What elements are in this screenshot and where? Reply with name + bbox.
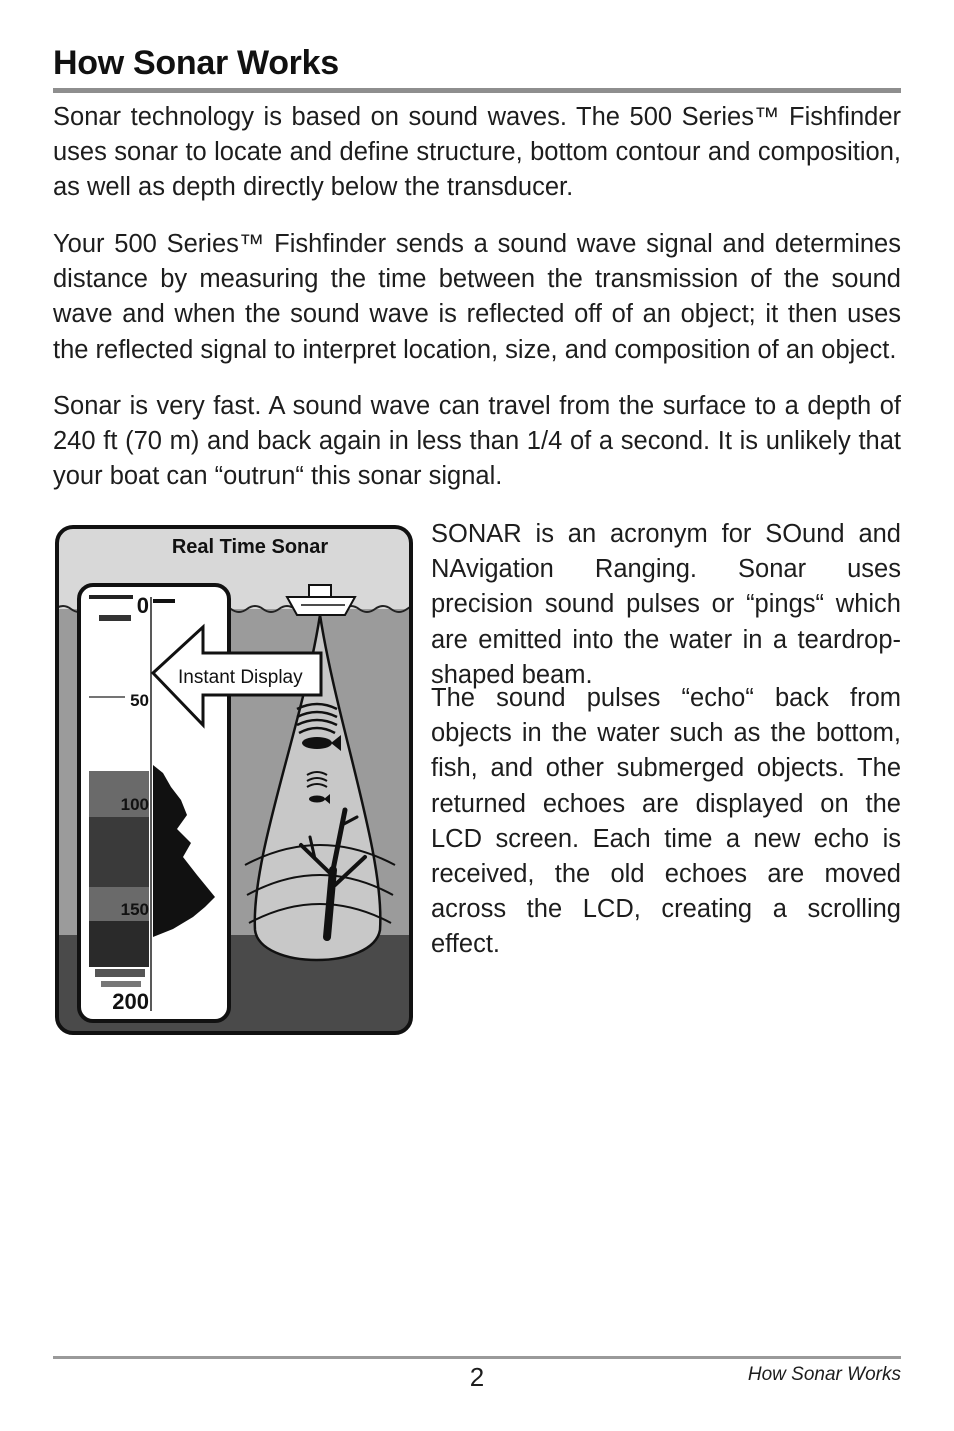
depth-label-200: 200 <box>112 989 149 1014</box>
depth-label-100: 100 <box>120 795 149 814</box>
depth-label-150: 150 <box>120 900 149 919</box>
speed-paragraph: Sonar is very fast. A sound wave can travel from the surface to a depth of 240 ft (70 m) and back again in less than 1/4 of a second. It is unlikely that your boat can “outrun“ this sonar signal. <box>53 392 901 491</box>
depth-label-50: 50 <box>130 691 149 710</box>
intro-paragraph: Sonar technology is based on sound waves. The 500 Series™ Fishfinder uses sonar to locate and define structure, bottom contour and composition, as well as depth directly below the transducer. <box>53 103 901 202</box>
footer-rule <box>53 1356 901 1359</box>
page-title: How Sonar Works <box>53 44 339 82</box>
page-number: 2 <box>469 1362 485 1392</box>
acronym-paragraph: SONAR is an acronym for SOund and NAvigation Ranging. Sonar uses precision sound pulses or “pings“ which are emitted into the water in a teardrop-shaped beam. <box>431 520 901 689</box>
sonar-illustration <box>55 525 415 1037</box>
depth-label-0: 0 <box>136 593 149 618</box>
title-rule <box>53 88 901 93</box>
signal-paragraph: Your 500 Series™ Fishfinder sends a sound wave signal and determines distance by measuring the time between the transmission of the sound wave and when the sound wave is reflected off of an object; it then uses the reflected signal to interpret location, size, and composition of an object. <box>53 230 901 364</box>
figure-title: Real Time Sonar <box>171 536 329 558</box>
footer-section-title: How Sonar Works <box>747 1364 901 1385</box>
instant-display-label: Instant Display <box>178 667 303 688</box>
real-time-sonar-figure <box>55 525 415 1042</box>
echo-paragraph: The sound pulses “echo“ back from objects in the water such as the bottom, fish, and other submerged objects. The returned echoes are displayed on the LCD screen. Each time a new echo is received, the old echoes are moved across the LCD, creating a scrolling effect. <box>431 684 901 959</box>
